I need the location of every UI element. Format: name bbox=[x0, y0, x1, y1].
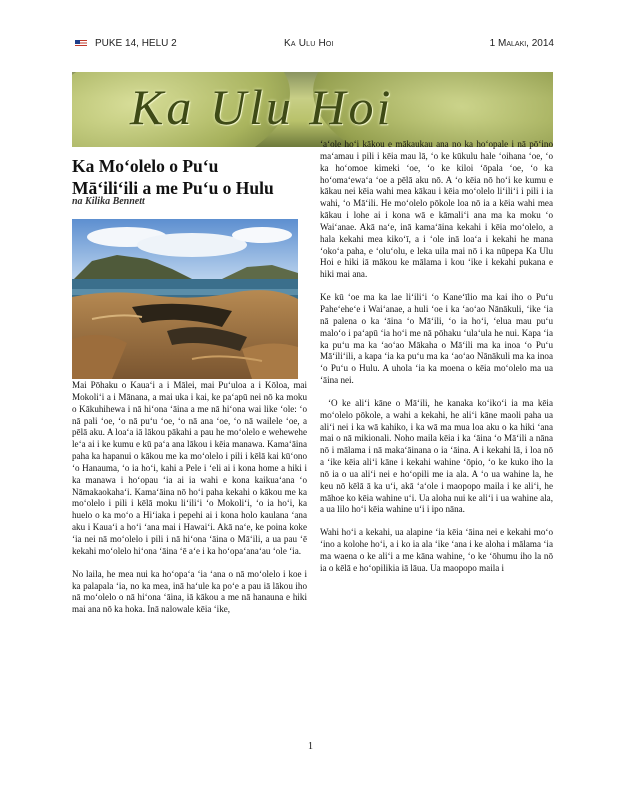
article-column-left bbox=[72, 380, 307, 627]
article-byline: na Kilika Bennett bbox=[72, 196, 145, 207]
issue-date: 1 Malaki, 2014 bbox=[489, 38, 554, 49]
article-title-line: Māʻiliʻili a me Puʻu o Hulu bbox=[72, 178, 274, 198]
article-paragraph: No laila, he mea nui ka hoʻopaʻa ʻia ʻana o nā moʻolelo i koe i ka palapala ʻia, no ka mea, inā haʻule ka poʻe a pau iā lākou iho nā moʻolelo o nā hiʻona ʻāina, iā kākou a me nā hanauna e hiki mai ana nō ka hoka. Inā nalowale kēia ʻike, bbox=[72, 568, 307, 615]
issue-number: PUKE 14, HELU 2 bbox=[95, 38, 177, 49]
article-title-line: Ka Moʻolelo o Puʻu bbox=[72, 156, 219, 176]
hawaii-flag-icon bbox=[75, 40, 87, 47]
article-photo bbox=[72, 219, 298, 379]
coastline-photo-image bbox=[72, 219, 298, 379]
page-header bbox=[72, 38, 554, 54]
article-paragraph: ʻaʻole hoʻi kākou e mākaukau ana no ka hoʻopale i nā pōʻino maʻamau i pili i kēia mau lā, ʻo ke kūkulu hale ʻoihana ʻoe, ʻo ka hoʻomoe kimeki ʻoe, ʻo ke kiloi ʻōpala ʻoe, ʻo ka hoʻomaʻewaʻa ʻoe a pēlā aku nō. A ʻo kēia nō hoʻi ke kumu e kākau nei kēia wahi mea kākau i kēia moʻolelo liʻiliʻi i pili i ia wahi, ʻo Māʻili. He moʻolelo pōkole loa nō ia a kēia wahi mea kākau i lohe ai i kona wā e kāmaliʻi ana ma ka moku ʻo Waiʻanae. Akā naʻe, inā kamaʻāina kekahi i kēia moʻolelo, a hala kekahi mea kikoʻī, a i ʻole inā loaʻa i kekahi he mana ʻokoʻa paha, e ʻoluʻolu, e leka uila mai nō i ka nūpepa Ka Ulu Hoi e hiki iā mākou ke mālama i kou ʻike i kekahi pukana e hiki mai ana. bbox=[320, 139, 553, 280]
article-column-right bbox=[320, 139, 553, 586]
publication-name: Ka Ulu Hoi bbox=[284, 38, 334, 49]
masthead-title: Ka Ulu Hoi bbox=[130, 79, 394, 135]
article-paragraph: ʻO ke aliʻi kāne o Māʻili, he kanaka koʻikoʻi ia ma kēia moʻolelo pōkole, a wahi a kekahi, he aliʻi kāne maoli paha ua aliʻi nei i ka wā kahiko, i ka wā ma mua loa aku o ka hiki ʻana mai o nā mikionali. Noho maila kēia i ka ʻāina ʻo Māʻili a nāna nō i mālama i nā makaʻāinana o ia ʻāina. A i kekahi lā, i loa nō a ʻike kēia aliʻi kāne i kekahi wahine ʻōpio, ʻo ke kuko iho la nō ia o ua aliʻi nei e hoʻopili me ia ala. A ʻo ua wahine la, he keu nō kēlā ā ka uʻi, akā ʻaʻole i maopopo maila i ke aliʻi, he māhoe ko kēia wahine uʻi. Ua aloha nui ke aliʻi i ua wahine ala, a ua lilo hoʻi kēia wahine uʻi i ipo nāna. bbox=[320, 397, 553, 515]
article-title bbox=[72, 155, 317, 199]
article-paragraph: Ke kū ʻoe ma ka lae liʻiliʻi ʻo Kaneʻīlio ma kai iho o Puʻu Paheʻeheʻe i Waiʻanae, a huli ʻoe i ka ʻaoʻao Nānākuli, ʻike ʻia nā palena o ka ʻāina ʻo Māʻili, ʻo ia hoʻi, ʻelua mau puʻu maloʻo i paʻapū ʻia hoʻi me nā pōhaku ʻulaʻula he nui. Kapa ʻia ka puʻu ma ka ʻaoʻao Mākaha o Māʻili ma ka inoa ʻo Puʻu Māʻiliʻili, a kapa ʻia ka puʻu ma ka ʻaoʻao Nānākuli ma ka inoa ʻo Puʻu o Hulu. A uhola ʻia ka moena o kēia moʻolelo ma ua ʻāina nei. bbox=[320, 292, 553, 386]
article-paragraph: Wahi hoʻi a kekahi, ua alapine ʻia kēia ʻāina nei e kekahi moʻo ʻino a kolohe hoʻi, a i ko ia ala ʻike ʻana i ke aloha i mālama ʻia ma waena o ke aliʻi a me kāna wahine, ʻo ke ʻōhumu iho la nō ia o kēlā e hoʻopilikia iā lāua. Ua maopopo maila i bbox=[320, 527, 553, 573]
masthead-banner bbox=[72, 72, 553, 147]
page-number: 1 bbox=[308, 741, 313, 752]
article-paragraph: Mai Pōhaku o Kauaʻi a i Mālei, mai Puʻuloa a i Kōloa, mai Mokoliʻi a i Mānana, a mai uka i kai, ke paʻapū nei nō ka moku o Kākuhihewa i nā hiʻona ʻāina a me nā hiʻona wai like ʻole: ʻo nā pali ʻoe, ʻo nā puʻu ʻoe, ʻo nā ana ʻoe, ʻo nā wailele ʻoe, a pēlā aku. A loaʻa iā lākou pākahi a pau he moʻolelo e wehewehe leʻa ai i ke kumu e kū paʻa ana lākou i kēia manawa. Kamaʻāina paha ka hapanui o kākou me ka moʻolelo i pili i kēlā kai kūʻono ʻo Hanauma, ʻo ia hoʻi, kahi a Pele i ʻeli ai i kona home a hiki i ka manawa i hoʻopau ʻia ai ia wahi e kona kaikuaʻana ʻo Nāmakaokahaʻi. Kamaʻāina nō hoʻi paha kekahi o kākou me ka moʻolelo i pili i kēlā moku liʻiliʻi ʻo Mokoliʻi, ʻo ia hoʻi, ka huelo o ka moʻo a Hiʻiaka i pepehi ai i kona holo kaulana ʻana aku i Kauaʻi a hoʻi ʻana mai i Hawaiʻi. Akā naʻe, ke poina koke ʻia nei nā moʻolelo i pili i nā hiʻona ʻāina o Māʻili, a ua pau ʻē kekahi moʻolelo hiʻona ʻāina ʻē aʻe i ka hoʻopaʻanaʻau ʻole ʻia. bbox=[72, 380, 307, 556]
